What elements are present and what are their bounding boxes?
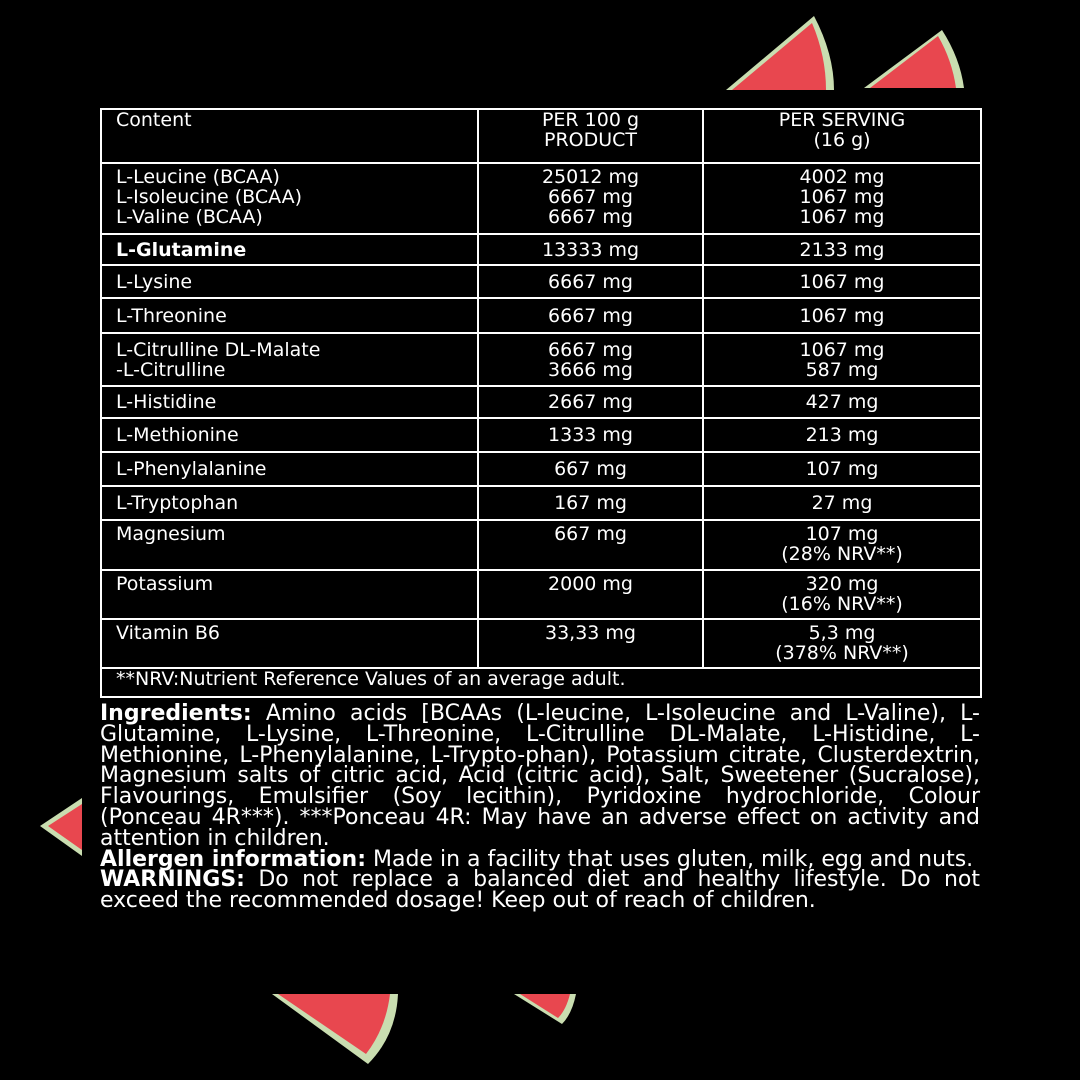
table-header-row (101, 109, 981, 163)
per-serving-value: 213 mg (703, 418, 981, 452)
nrv-footnote: **NRV:Nutrient Reference Values of an average adult. (101, 668, 981, 697)
per-serving-value-line: 320 mg (805, 573, 879, 595)
watermelon-slice-icon (512, 992, 578, 1026)
per-100g-value-line: 6667 mg (548, 338, 633, 361)
per-serving-value-line: (28% NRV**) (781, 543, 903, 565)
ingredients-paragraph (100, 701, 980, 851)
per-100g-value: 2000 mg (478, 570, 703, 619)
per-serving-value-line: 1067 mg (799, 206, 885, 228)
per-100g-value: 13333 mg (478, 234, 703, 265)
nutrient-name-line: L-Citrulline DL-Malate (116, 338, 321, 361)
watermelon-slice-icon (268, 992, 404, 1066)
watermelon-slice-icon (860, 28, 970, 90)
per-serving-value-line: 1067 mg (799, 338, 885, 361)
per-serving-value: 2133 mg (703, 234, 981, 265)
per-100g-value: 33,33 mg (478, 619, 703, 668)
per-serving-value-line: (16% NRV**) (781, 593, 903, 615)
allergen-text: Made in a facility that uses gluten, milk, egg and nuts. (366, 846, 974, 872)
warnings-label: WARNINGS: (100, 867, 245, 893)
table-row (101, 298, 981, 333)
per-100g-value (478, 163, 703, 234)
per-100g-value: 667 mg (478, 452, 703, 486)
per-100g-header (478, 109, 703, 163)
table-row (101, 486, 981, 520)
per-100g-header-line: PRODUCT (543, 129, 638, 151)
per-serving-header-line: PER SERVING (778, 109, 906, 131)
nutrient-name-line: L-Glutamine (116, 238, 247, 261)
per-serving-value-line: 4002 mg (799, 166, 885, 188)
table-row (101, 418, 981, 452)
allergen-label: Allergen information: (100, 846, 367, 872)
per-serving-value: 107 mg (703, 452, 981, 486)
per-100g-value-line: 6667 mg (548, 206, 633, 228)
nutrient-name-line: L-Isoleucine (BCAA) (116, 186, 303, 208)
nutrient-name: L-Lysine (101, 265, 478, 298)
per-100g-value: 1333 mg (478, 418, 703, 452)
table-row (101, 265, 981, 298)
per-serving-value-line: 587 mg (805, 358, 879, 381)
per-serving-value: 27 mg (703, 486, 981, 520)
table-row (101, 452, 981, 486)
per-100g-value-line: 6667 mg (548, 186, 633, 208)
per-serving-value (703, 619, 981, 668)
table-row (101, 333, 981, 386)
per-serving-value: 427 mg (703, 386, 981, 418)
watermelon-slice-icon (38, 796, 84, 860)
content-header: Content (101, 109, 478, 163)
nutrient-name: L-Phenylalanine (101, 452, 478, 486)
nutrition-table (100, 108, 982, 698)
nutrient-name: L-Methionine (101, 418, 478, 452)
table-row (101, 163, 981, 234)
per-100g-value: 6667 mg (478, 265, 703, 298)
per-serving-value (703, 570, 981, 619)
per-serving-value (703, 333, 981, 386)
per-100g-value: 2667 mg (478, 386, 703, 418)
per-100g-value-line: 3666 mg (548, 358, 633, 381)
watermelon-slice-icon (722, 14, 842, 92)
nutrient-name (101, 234, 478, 265)
nutrient-name: L-Threonine (101, 298, 478, 333)
nutrient-name (101, 333, 478, 386)
nutrient-name: Magnesium (101, 520, 478, 570)
per-100g-header-line: PER 100 g (541, 109, 640, 131)
nutrient-name-line: L-Leucine (BCAA) (116, 166, 280, 188)
nutrient-name: L-Tryptophan (101, 486, 478, 520)
warnings-text: Do not replace a balanced diet and healthy lifestyle. Do not exceed the recommended dosage! Keep out of reach of children. (100, 867, 980, 914)
nutrient-name (101, 163, 478, 234)
per-100g-value: 6667 mg (478, 298, 703, 333)
table-row (101, 234, 981, 265)
nutrient-name: Potassium (101, 570, 478, 619)
per-serving-value-line: (378% NRV**) (775, 642, 909, 664)
table-row (101, 570, 981, 619)
per-serving-header (703, 109, 981, 163)
ingredients-text: Amino acids [BCAAs (L-leucine, L-Isoleucine and L-Valine), L-Glutamine, L-Lysine, L-Threonine, L-Citrulline DL-Malate, L-Histidine, L-Methionine, L-Phenylalanine, L-Trypto-phan), Potassium citrate, Clusterdextrin, Magnesium salts of citric acid, Acid (citric acid), Salt, Sweetener (Sucralose), Flavourings, Emulsifier (Soy lecithin), Pyridoxine hydrochloride, Colour (Ponceau 4R***). ***Ponceau 4R: May have an adverse effect on activity and attention in children. (100, 701, 980, 851)
warnings-paragraph (100, 867, 980, 914)
per-serving-value-line: 1067 mg (799, 186, 885, 208)
per-serving-value: 1067 mg (703, 298, 981, 333)
nutrient-name: L-Histidine (101, 386, 478, 418)
nutrient-name-line: -L-Citrulline (116, 358, 226, 381)
per-serving-value-line: 5,3 mg (808, 622, 876, 644)
per-100g-value (478, 333, 703, 386)
table-row (101, 386, 981, 418)
per-serving-value: 1067 mg (703, 265, 981, 298)
nutrient-name-line: L-Valine (BCAA) (116, 206, 263, 228)
ingredients-label: Ingredients: (100, 701, 252, 726)
per-serving-header-line: (16 g) (813, 129, 871, 151)
per-serving-value (703, 520, 981, 570)
table-row (101, 619, 981, 668)
ingredients-block (100, 701, 980, 914)
per-serving-value (703, 163, 981, 234)
per-100g-value: 167 mg (478, 486, 703, 520)
per-100g-value: 667 mg (478, 520, 703, 570)
table-row (101, 520, 981, 570)
footnote-row (101, 668, 981, 697)
per-serving-value-line: 107 mg (805, 523, 879, 545)
per-100g-value-line: 25012 mg (541, 166, 640, 188)
nutrient-name: Vitamin B6 (101, 619, 478, 668)
